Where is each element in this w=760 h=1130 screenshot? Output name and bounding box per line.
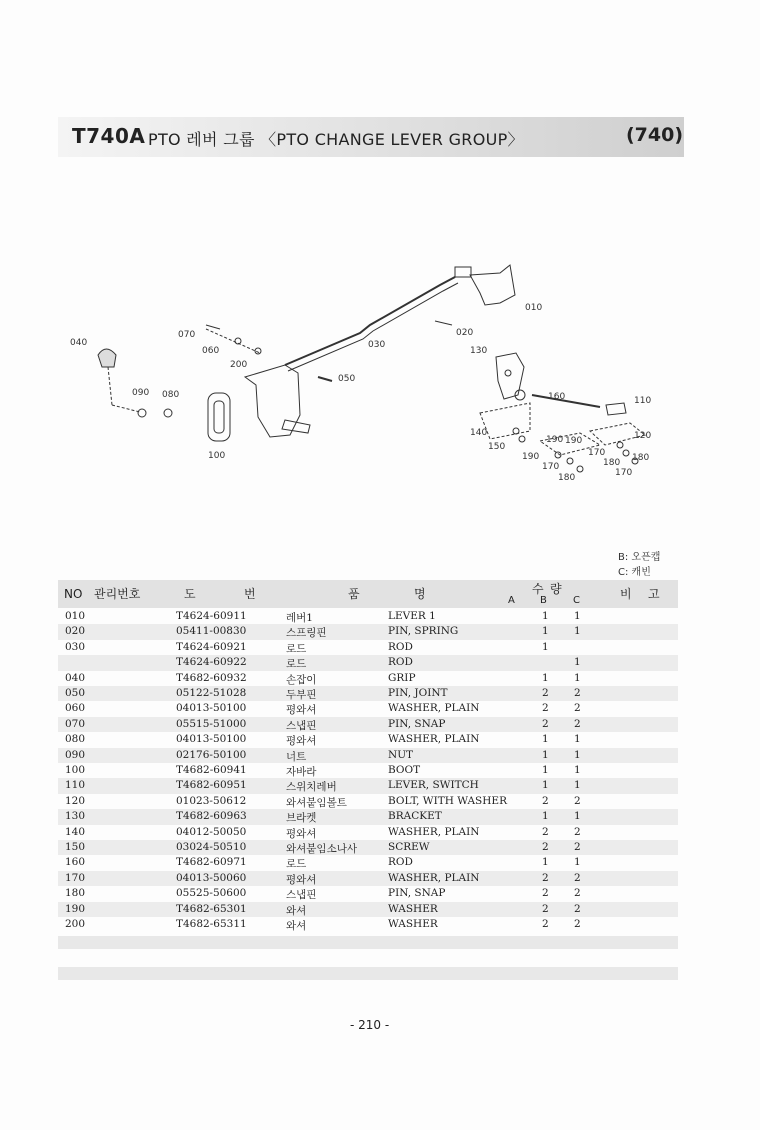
cell-no: 140 — [65, 825, 86, 838]
header-name-1: 품 — [348, 587, 360, 601]
cell-part: T4682-60971 — [176, 856, 247, 869]
cell-no: 100 — [65, 764, 86, 776]
cell-c: 2 — [574, 841, 581, 853]
callout-130: 130 — [470, 346, 488, 356]
cell-en: ROD — [388, 856, 413, 869]
header-name-2: 명 — [414, 587, 426, 601]
cell-c: 1 — [574, 856, 581, 869]
group-code: T740A — [72, 124, 146, 148]
cell-no: 200 — [65, 918, 86, 930]
empty-row-band — [58, 936, 678, 949]
cell-c: 2 — [574, 825, 581, 838]
cell-ko: 브라켓 — [286, 812, 317, 825]
cell-part: T4682-60963 — [176, 810, 247, 823]
callout-030: 030 — [368, 340, 386, 350]
cell-en: WASHER — [388, 902, 438, 915]
cell-no: 040 — [65, 671, 86, 684]
cell-part: 05122-51028 — [176, 687, 247, 699]
cell-en: WASHER, PLAIN — [388, 733, 480, 746]
cell-en: WASHER — [388, 918, 438, 930]
callout-140: 140 — [470, 428, 488, 438]
header-qty-2: 량 — [550, 582, 562, 596]
cell-b: 1 — [542, 748, 549, 761]
table-row — [58, 902, 678, 917]
cell-part: 01023-50612 — [176, 794, 247, 807]
cell-no: 110 — [65, 779, 86, 792]
legend-b: B: 오픈캡 — [618, 552, 661, 563]
cell-b: 1 — [542, 856, 549, 869]
cell-b: 2 — [542, 717, 549, 730]
cell-b: 1 — [542, 810, 549, 823]
cell-no: 050 — [65, 687, 86, 699]
cell-b: 1 — [542, 779, 549, 792]
cell-b: 2 — [542, 825, 549, 838]
cell-ko: 와셔 — [286, 904, 307, 917]
callout-200: 200 — [230, 360, 248, 370]
cell-part: T4624-60911 — [176, 610, 247, 622]
callout-120: 120 — [634, 431, 652, 441]
table-row — [58, 624, 678, 639]
cell-part: 05515-51000 — [176, 717, 247, 730]
group-number: (740) — [626, 124, 684, 146]
table-row — [58, 886, 678, 901]
cell-b: 2 — [542, 702, 549, 715]
cell-ko: 와셔붙임소나사 — [286, 843, 358, 855]
cell-en: ROD — [388, 656, 413, 669]
cell-c: 1 — [574, 810, 581, 823]
cell-c: 1 — [574, 610, 581, 622]
callout-110: 110 — [634, 396, 652, 406]
callout-050: 050 — [338, 374, 356, 384]
cell-ko: 로드 — [286, 658, 307, 671]
table-row — [58, 917, 678, 932]
cell-b: 1 — [542, 610, 549, 622]
header-drawing-1: 도 — [184, 587, 196, 601]
table-row — [58, 609, 678, 624]
table-row — [58, 763, 678, 778]
callout-160: 160 — [548, 392, 566, 402]
cell-b: 2 — [542, 902, 549, 915]
cell-c: 1 — [574, 748, 581, 761]
cell-b: 2 — [542, 794, 549, 807]
cell-ko: 손잡이 — [286, 673, 317, 686]
cell-ko: 평와셔 — [286, 873, 317, 886]
cell-ko: 평와셔 — [286, 827, 317, 840]
callout-180b: 180 — [558, 473, 576, 483]
callout-170: 170 — [588, 448, 606, 458]
table-row — [58, 825, 678, 840]
cell-en: PIN, SNAP — [388, 717, 446, 730]
cell-part: T4682-65311 — [176, 918, 247, 930]
table-row — [58, 701, 678, 716]
cell-c: 1 — [574, 671, 581, 684]
cell-part: T4682-60951 — [176, 779, 247, 792]
cell-part: 04013-50060 — [176, 871, 247, 884]
callout-040: 040 — [70, 338, 88, 348]
cell-part: 05411-00830 — [176, 625, 247, 638]
cell-c: 2 — [574, 887, 581, 900]
cell-b: 2 — [542, 687, 549, 699]
cell-b: 2 — [542, 841, 549, 853]
cell-part: T4682-60941 — [176, 764, 247, 776]
table-row — [58, 840, 678, 855]
cell-ko: 두부핀 — [286, 689, 317, 701]
table-row — [58, 671, 678, 686]
cell-ko: 스프링핀 — [286, 627, 327, 640]
cell-no: 130 — [65, 810, 86, 823]
header-qty-c: C — [573, 595, 580, 606]
cell-c: 2 — [574, 902, 581, 915]
cell-ko: 레버1 — [286, 612, 313, 624]
empty-row-band — [58, 967, 678, 980]
legend-c: C: 캐빈 — [618, 567, 651, 578]
callout-190c: 190 — [546, 435, 564, 445]
table-header — [58, 580, 678, 608]
cell-no: 180 — [65, 887, 86, 900]
callout-150: 150 — [488, 442, 506, 452]
cell-c: 2 — [574, 794, 581, 807]
cell-ko: 스냅핀 — [286, 719, 317, 732]
cell-part: T4624-60921 — [176, 640, 247, 653]
cell-ko: 평와셔 — [286, 704, 317, 717]
cell-no: 160 — [65, 856, 86, 869]
cell-part: T4682-60932 — [176, 671, 247, 684]
callout-100: 100 — [208, 451, 226, 461]
page-number: - 210 - — [350, 1018, 390, 1032]
cell-en: BRACKET — [388, 810, 442, 823]
callout-170c: 170 — [615, 468, 633, 478]
cell-en: GRIP — [388, 671, 416, 684]
cell-en: LEVER 1 — [388, 610, 436, 622]
header-qty-a: A — [508, 595, 515, 606]
cell-en: LEVER, SWITCH — [388, 779, 479, 792]
cell-no: 150 — [65, 841, 86, 853]
header-mgmt: 관리번호 — [94, 587, 141, 601]
cell-c: 2 — [574, 702, 581, 715]
cell-c: 1 — [574, 656, 581, 669]
cell-no: 080 — [65, 733, 86, 746]
cell-part: 03024-50510 — [176, 841, 247, 853]
cell-part: 04013-50100 — [176, 702, 247, 715]
header-remark-1: 비 — [620, 587, 632, 601]
table-row — [58, 855, 678, 870]
cell-en: WASHER, PLAIN — [388, 825, 480, 838]
cell-en: NUT — [388, 748, 414, 761]
table-row — [58, 794, 678, 809]
callout-090: 090 — [132, 388, 150, 398]
cell-ko: 로드 — [286, 858, 307, 871]
callout-010: 010 — [525, 303, 543, 313]
table-row — [58, 655, 678, 670]
callout-170b: 170 — [542, 462, 560, 472]
table-row — [58, 809, 678, 824]
header-drawing-2: 번 — [244, 587, 256, 601]
cell-en: PIN, SPRING — [388, 625, 459, 638]
cell-ko: 스위치레버 — [286, 781, 337, 794]
cell-b: 2 — [542, 887, 549, 900]
cell-b: 2 — [542, 918, 549, 930]
cell-no: 070 — [65, 717, 86, 730]
cell-ko: 자바라 — [286, 766, 317, 778]
table-row — [58, 686, 678, 701]
table-row — [58, 732, 678, 747]
cell-part: T4682-65301 — [176, 902, 247, 915]
cell-ko: 와셔붙임볼트 — [286, 796, 347, 809]
exploded-parts-diagram — [60, 255, 700, 495]
cell-part: 04012-50050 — [176, 825, 247, 838]
cell-part: 04013-50100 — [176, 733, 247, 746]
table-row — [58, 748, 678, 763]
callout-190: 190 — [565, 436, 583, 446]
cell-c: 2 — [574, 871, 581, 884]
callout-190b: 190 — [522, 452, 540, 462]
table-row — [58, 717, 678, 732]
cell-no: 120 — [65, 794, 86, 807]
cell-en: ROD — [388, 640, 413, 653]
callout-180: 180 — [603, 458, 621, 468]
cell-no: 060 — [65, 702, 86, 715]
cell-no: 020 — [65, 625, 86, 638]
header-no: NO — [64, 587, 83, 601]
cell-c: 1 — [574, 625, 581, 638]
cell-part: 02176-50100 — [176, 748, 247, 761]
cell-c: 2 — [574, 717, 581, 730]
group-title: PTO 레버 그룹 〈PTO CHANGE LEVER GROUP〉 — [148, 130, 524, 149]
cell-no: 190 — [65, 902, 86, 915]
callout-020: 020 — [456, 328, 474, 338]
header-qty-b: B — [540, 595, 547, 606]
callout-180c: 180 — [632, 453, 650, 463]
cell-b: 1 — [542, 671, 549, 684]
cell-ko: 평와셔 — [286, 735, 317, 748]
cell-en: PIN, JOINT — [388, 687, 448, 699]
cell-ko: 로드 — [286, 642, 307, 655]
cell-ko: 와셔 — [286, 920, 307, 932]
callout-070: 070 — [178, 330, 196, 340]
cell-c: 1 — [574, 764, 581, 776]
cell-c: 1 — [574, 733, 581, 746]
callout-060: 060 — [202, 346, 220, 356]
cell-b: 1 — [542, 625, 549, 638]
cell-no: 030 — [65, 640, 86, 653]
cell-no: 090 — [65, 748, 86, 761]
table-row — [58, 778, 678, 793]
cell-no: 010 — [65, 610, 86, 622]
header-qty-1: 수 — [532, 582, 544, 596]
cell-ko: 너트 — [286, 750, 307, 763]
cell-b: 2 — [542, 871, 549, 884]
table-row — [58, 640, 678, 655]
cell-en: PIN, SNAP — [388, 887, 446, 900]
cell-no: 170 — [65, 871, 86, 884]
cell-en: SCREW — [388, 841, 430, 853]
table-row — [58, 871, 678, 886]
cell-b: 1 — [542, 764, 549, 776]
cell-c: 1 — [574, 779, 581, 792]
cell-b: 1 — [542, 640, 549, 653]
header-remark-2: 고 — [648, 587, 660, 601]
cell-part: 05525-50600 — [176, 887, 247, 900]
cell-c: 2 — [574, 687, 581, 699]
cell-en: WASHER, PLAIN — [388, 702, 480, 715]
cell-ko: 스냅핀 — [286, 889, 317, 902]
cell-part: T4624-60922 — [176, 656, 247, 669]
callout-080: 080 — [162, 390, 180, 400]
cell-en: BOOT — [388, 764, 421, 776]
cell-en: WASHER, PLAIN — [388, 871, 480, 884]
cell-en: BOLT, WITH WASHER — [388, 794, 507, 807]
cell-b: 1 — [542, 733, 549, 746]
cell-c: 2 — [574, 918, 581, 930]
